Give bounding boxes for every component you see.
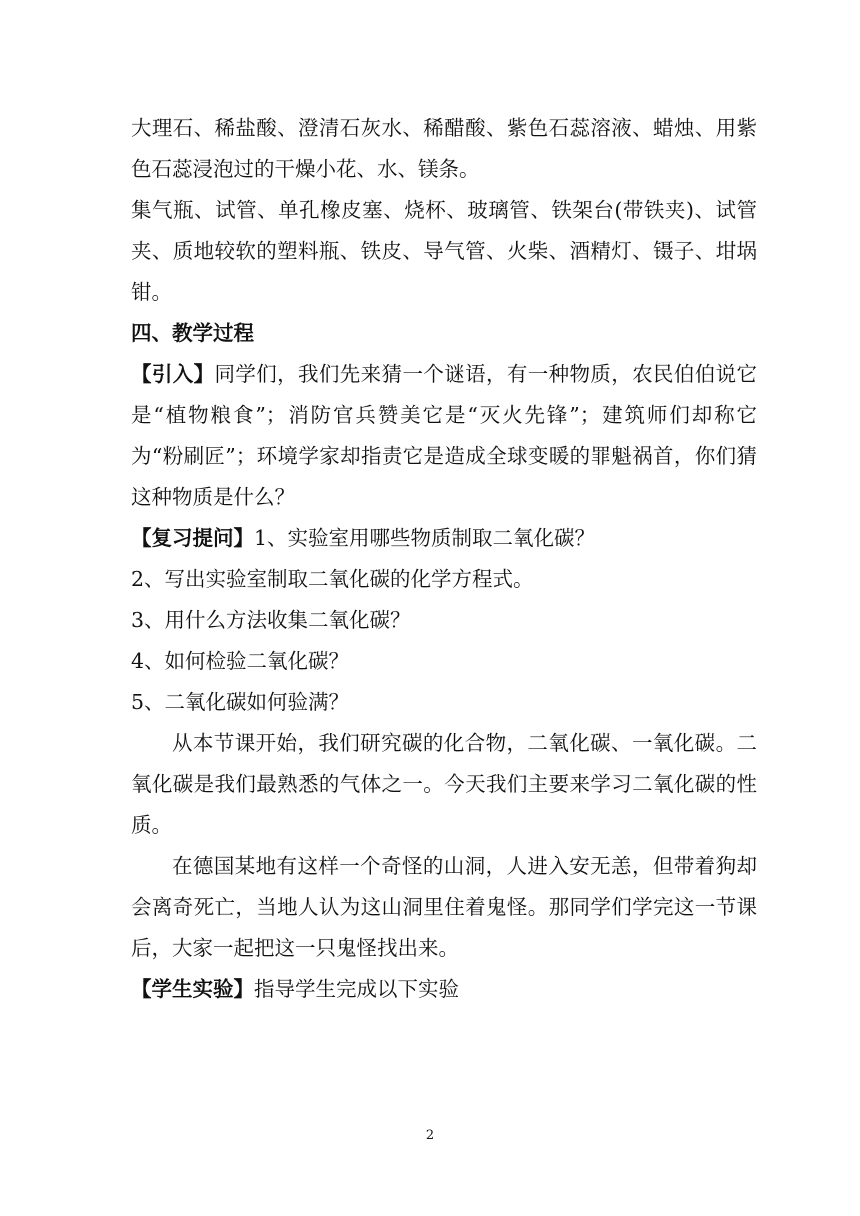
reagents-list: 大理石、稀盐酸、澄清石灰水、稀醋酸、紫色石蕊溶液、蜡烛、用紫色石蕊浸泡过的干燥小花、水、镁条。 — [131, 116, 757, 181]
experiment-tag: 【学生实验】 — [131, 977, 254, 1001]
experiment-paragraph — [131, 969, 757, 1010]
review-question-1 — [131, 518, 757, 559]
intro-text: 同学们，我们先来猜一个谜语，有一种物质，农民伯伯说它是“植物粮食”；消防官兵赞美它是“灭火先锋”；建筑师们却称它为“粉刷匠”；环境学家却指责它是造成全球变暖的罪魁祸首，你们猜这种物质是什么？ — [131, 362, 758, 509]
review-question-text: 1、实验室用哪些物质制取二氧化碳？ — [254, 526, 596, 550]
review-question-2: 2、写出实验室制取二氧化碳的化学方程式。 — [131, 567, 534, 591]
apparatus-list: 集气瓶、试管、单孔橡皮塞、烧杯、玻璃管、铁架台(带铁夹)、试管夹、质地较软的塑料瓶、铁皮、导气管、火柴、酒精灯、镊子、坩埚钳。 — [131, 198, 757, 304]
review-question-5: 5、二氧化碳如何验满？ — [131, 690, 350, 714]
page-number: 2 — [425, 1128, 435, 1143]
intro-tag: 【引入】 — [131, 362, 215, 386]
body-paragraph-2: 在德国某地有这样一个奇怪的山洞，人进入安无恙，但带着狗却会离奇死亡，当地人认为这山洞里住着鬼怪。那同学们学完这一节课后，大家一起把这一只鬼怪找出来。 — [131, 854, 757, 960]
page-content — [131, 108, 757, 1010]
section-heading: 四、教学过程 — [131, 321, 254, 345]
intro-paragraph — [131, 354, 757, 518]
review-question-3: 3、用什么方法收集二氧化碳？ — [131, 608, 411, 632]
experiment-text: 指导学生完成以下实验 — [254, 977, 459, 1001]
review-tag: 【复习提问】 — [131, 526, 254, 550]
review-question-4: 4、如何检验二氧化碳？ — [131, 649, 350, 673]
body-paragraph-1: 从本节课开始，我们研究碳的化合物，二氧化碳、一氧化碳。二氧化碳是我们最熟悉的气体之一。今天我们主要来学习二氧化碳的性质。 — [131, 731, 757, 837]
